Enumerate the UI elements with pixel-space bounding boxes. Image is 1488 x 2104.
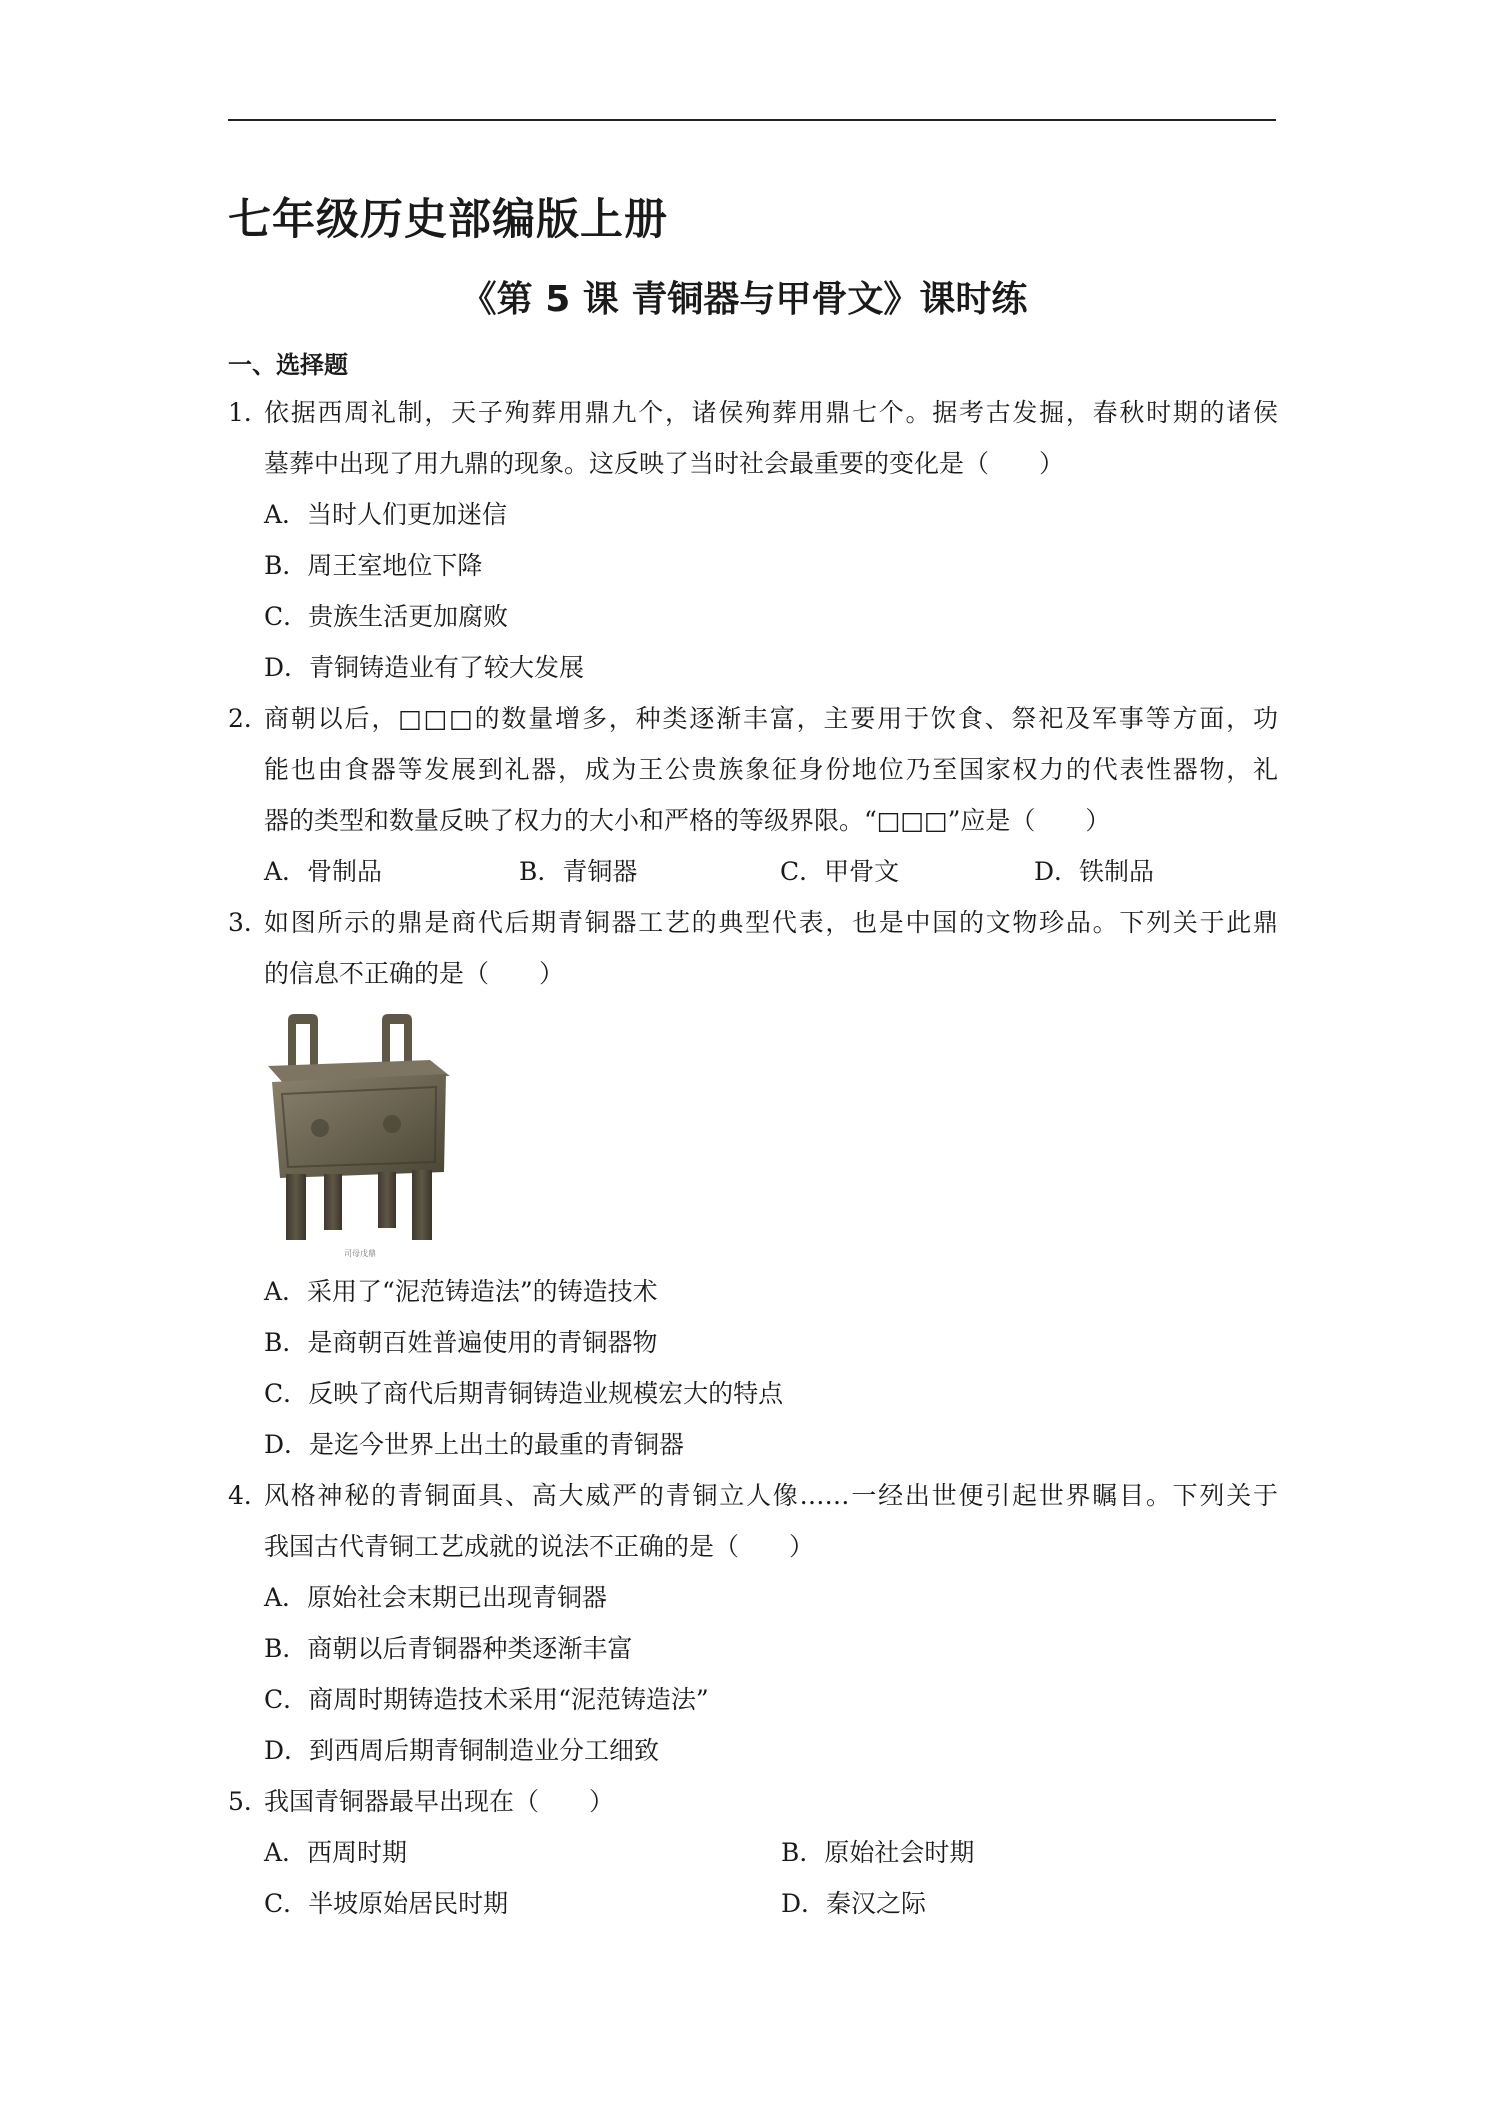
question-text-line: 的信息不正确的是（ ） [264, 959, 565, 988]
option-b[interactable]: B．青铜器 [519, 857, 638, 886]
option-d[interactable]: D．青铜铸造业有了较大发展 [264, 653, 585, 682]
question-1 [228, 387, 1278, 489]
header-rule [228, 119, 1276, 121]
option-c[interactable]: C．反映了商代后期青铜铸造业规模宏大的特点 [264, 1379, 784, 1408]
question-4 [228, 1470, 1278, 1572]
question-text-line: 风格神秘的青铜面具、高大威严的青铜立人像……一经出世便引起世界瞩目。下列关于 [264, 1481, 1278, 1510]
question-text-line: 我国青铜器最早出现在（ ） [264, 1787, 615, 1816]
option-b[interactable]: B．是商朝百姓普遍使用的青铜器物 [264, 1328, 658, 1357]
option-d[interactable]: D．到西周后期青铜制造业分工细致 [264, 1736, 660, 1765]
figure-caption: 司母戊鼎 [344, 1249, 376, 1258]
option-c[interactable]: C．半坡原始居民时期 [264, 1889, 509, 1918]
question-text-line: 如图所示的鼎是商代后期青铜器工艺的典型代表，也是中国的文物珍品。下列关于此鼎 [264, 908, 1278, 937]
question-3 [228, 897, 1278, 999]
option-a[interactable]: A．西周时期 [264, 1838, 408, 1867]
lesson-title: 《第 5 课 青铜器与甲骨文》课时练 [460, 279, 1028, 320]
option-a[interactable]: A．原始社会末期已出现青铜器 [264, 1583, 608, 1612]
option-c[interactable]: C．商周时期铸造技术采用“泥范铸造法” [264, 1685, 709, 1714]
question-text-line: 器的类型和数量反映了权力的大小和严格的等级界限。“□□□”应是（ ） [264, 806, 1111, 835]
question-text-line: 墓葬中出现了用九鼎的现象。这反映了当时社会最重要的变化是（ ） [264, 449, 1065, 478]
option-c[interactable]: C．甲骨文 [780, 857, 900, 886]
question-number: 2． [228, 704, 269, 733]
question-number: 3． [228, 908, 269, 937]
option-a[interactable]: A．采用了“泥范铸造法”的铸造技术 [264, 1277, 658, 1306]
option-b[interactable]: B．周王室地位下降 [264, 551, 483, 580]
question-number: 1． [228, 398, 269, 427]
question-5 [228, 1776, 1278, 1827]
option-c[interactable]: C．贵族生活更加腐败 [264, 602, 509, 631]
section-heading: 一、选择题 [228, 351, 348, 379]
option-a[interactable]: A．当时人们更加迷信 [264, 500, 508, 529]
option-b[interactable]: B．商朝以后青铜器种类逐渐丰富 [264, 1634, 633, 1663]
question-number: 5． [228, 1787, 269, 1816]
option-a[interactable]: A．骨制品 [264, 857, 383, 886]
option-b[interactable]: B．原始社会时期 [781, 1838, 975, 1867]
option-d[interactable]: D．铁制品 [1034, 857, 1155, 886]
question-number: 4． [228, 1481, 269, 1510]
option-d[interactable]: D．秦汉之际 [781, 1889, 927, 1918]
option-d[interactable]: D．是迄今世界上出土的最重的青铜器 [264, 1430, 685, 1459]
question-2 [228, 693, 1278, 846]
document-title: 七年级历史部编版上册 [228, 195, 668, 245]
question-text-line: 我国古代青铜工艺成就的说法不正确的是（ ） [264, 1532, 815, 1561]
question-text-line: 能也由食器等发展到礼器，成为王公贵族象征身份地位乃至国家权力的代表性器物，礼 [264, 755, 1278, 784]
question-text-line: 依据西周礼制，天子殉葬用鼎九个，诸侯殉葬用鼎七个。据考古发掘，春秋时期的诸侯 [264, 398, 1278, 427]
question-text-line: 商朝以后，□□□的数量增多，种类逐渐丰富，主要用于饮食、祭祀及军事等方面，功 [264, 704, 1278, 733]
bronze-ding-image [260, 1010, 460, 1260]
